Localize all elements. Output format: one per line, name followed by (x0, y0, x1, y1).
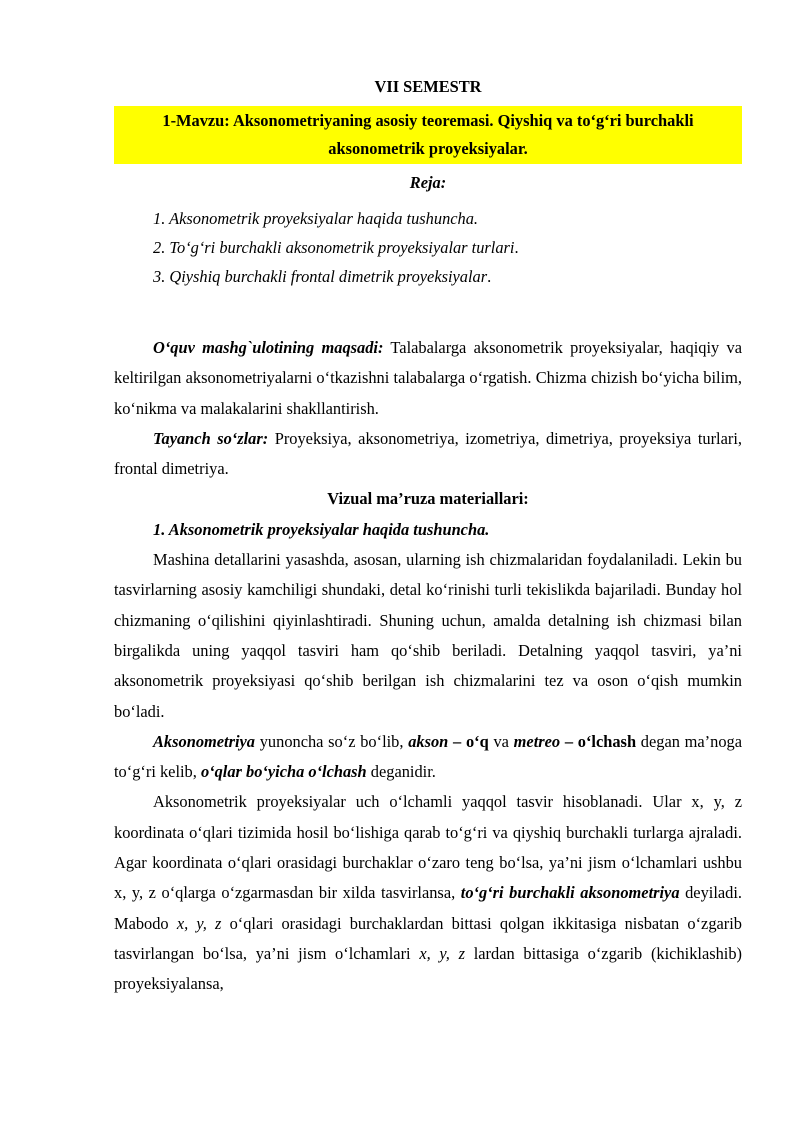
semester-heading: VII SEMESTR (374, 77, 482, 96)
topic-title-highlight (114, 106, 742, 164)
topic-title-line-2: aksonometrik proyeksiyalar. (328, 139, 528, 158)
plan-item: 2. To‘g‘ri burchakli aksonometrik proyeksiyalar turlari. (153, 238, 519, 257)
materials-heading: Vizual ma’ruza materiallari: (327, 489, 529, 509)
topic-title-line-1: 1-Mavzu: Aksonometriyaning asosiy teoremasi. Qiyshiq va to‘g‘ri burchakli (162, 111, 694, 130)
goal-paragraph (114, 333, 742, 424)
document-body (114, 333, 742, 1000)
goal-text: Talabalarga aksonometrik proyeksiyalar, haqiqiy va keltirilgan aksonometriyalarni o‘tkazishni talabalarga o‘rgatish. Chizma chizish bo‘yicha bilim, ko‘nikma va malakalarini shakllantirish. (114, 338, 743, 418)
plan-list (153, 204, 742, 291)
paragraph-3: Aksonometrik proyeksiyalar uch o‘lchamli yaqqol tasvir hisoblanadi. Ular x, y, z koordinata o‘qlari tizimida hosil bo‘lishiga qarab to‘g‘ri va qiyshiq burchakli turlarga ajraladi. Agar koordinata o‘qlari orasidagi burchaklar o‘zaro teng bo‘lsa, ya’ni jism o‘lchamlari ushbu x, y, z o‘qlarga o‘zgarmasdan bir xilda tasvirlansa, to‘g‘ri burchakli aksonometriya deyiladi. Mabodo x, y, z o‘qlari orasidagi burchaklardan bittasi qolgan ikkitasiga nisbatan o‘zgarib tasvirlangan bo‘lsa, ya’ni jism o‘lchamlari x, y, z lardan bittasiga o‘zgarib (kichiklashib) proyeksiyalansa, (114, 792, 743, 994)
paragraph-2: Aksonometriya yunoncha so‘z bo‘lib, akson – o‘q va metreo – o‘lchash degan ma’noga to‘g‘ri kelib, o‘qlar bo‘yicha o‘lchash deganidir. (114, 731, 742, 782)
goal-label: O‘quv mashg`ulotining maqsadi: (153, 338, 384, 357)
plan-item: 3. Qiyshiq burchakli frontal dimetrik proyeksiyalar. (153, 267, 492, 286)
plan-item: 1. Aksonometrik proyeksiyalar haqida tushuncha. (153, 209, 479, 228)
keywords-text: Proyeksiya, aksonometriya, izometriya, dimetriya, proyeksiya turlari, frontal dimetriya. (114, 428, 742, 479)
plan-title: Reja: (409, 173, 447, 192)
paragraph-1: Mashina detallarini yasashda, asosan, ularning ish chizmalaridan foydalaniladi. Lekin bu tasvirlarning asosiy kamchiligi shundaki, detal ko‘rinishi turli tekislikda bajariladi. Bunday hol chizmaning o‘qilishini qiyinlashtiradi. Shuning uchun, amalda detalning ish chizmasi bilan birgalikda uning yaqqol tasviri ham qo‘shib beriladi. Detalning yaqqol tasviri, ya’ni aksonometrik proyeksiyasi qo‘shib berilgan ish chizmalarini tez va oson o‘qish mumkin bo‘ladi. (114, 550, 742, 721)
section-heading: 1. Aksonometrik proyeksiyalar haqida tushuncha. (153, 519, 490, 539)
keywords-label: Tayanch so‘zlar: (153, 428, 269, 448)
keywords-paragraph (114, 424, 742, 485)
